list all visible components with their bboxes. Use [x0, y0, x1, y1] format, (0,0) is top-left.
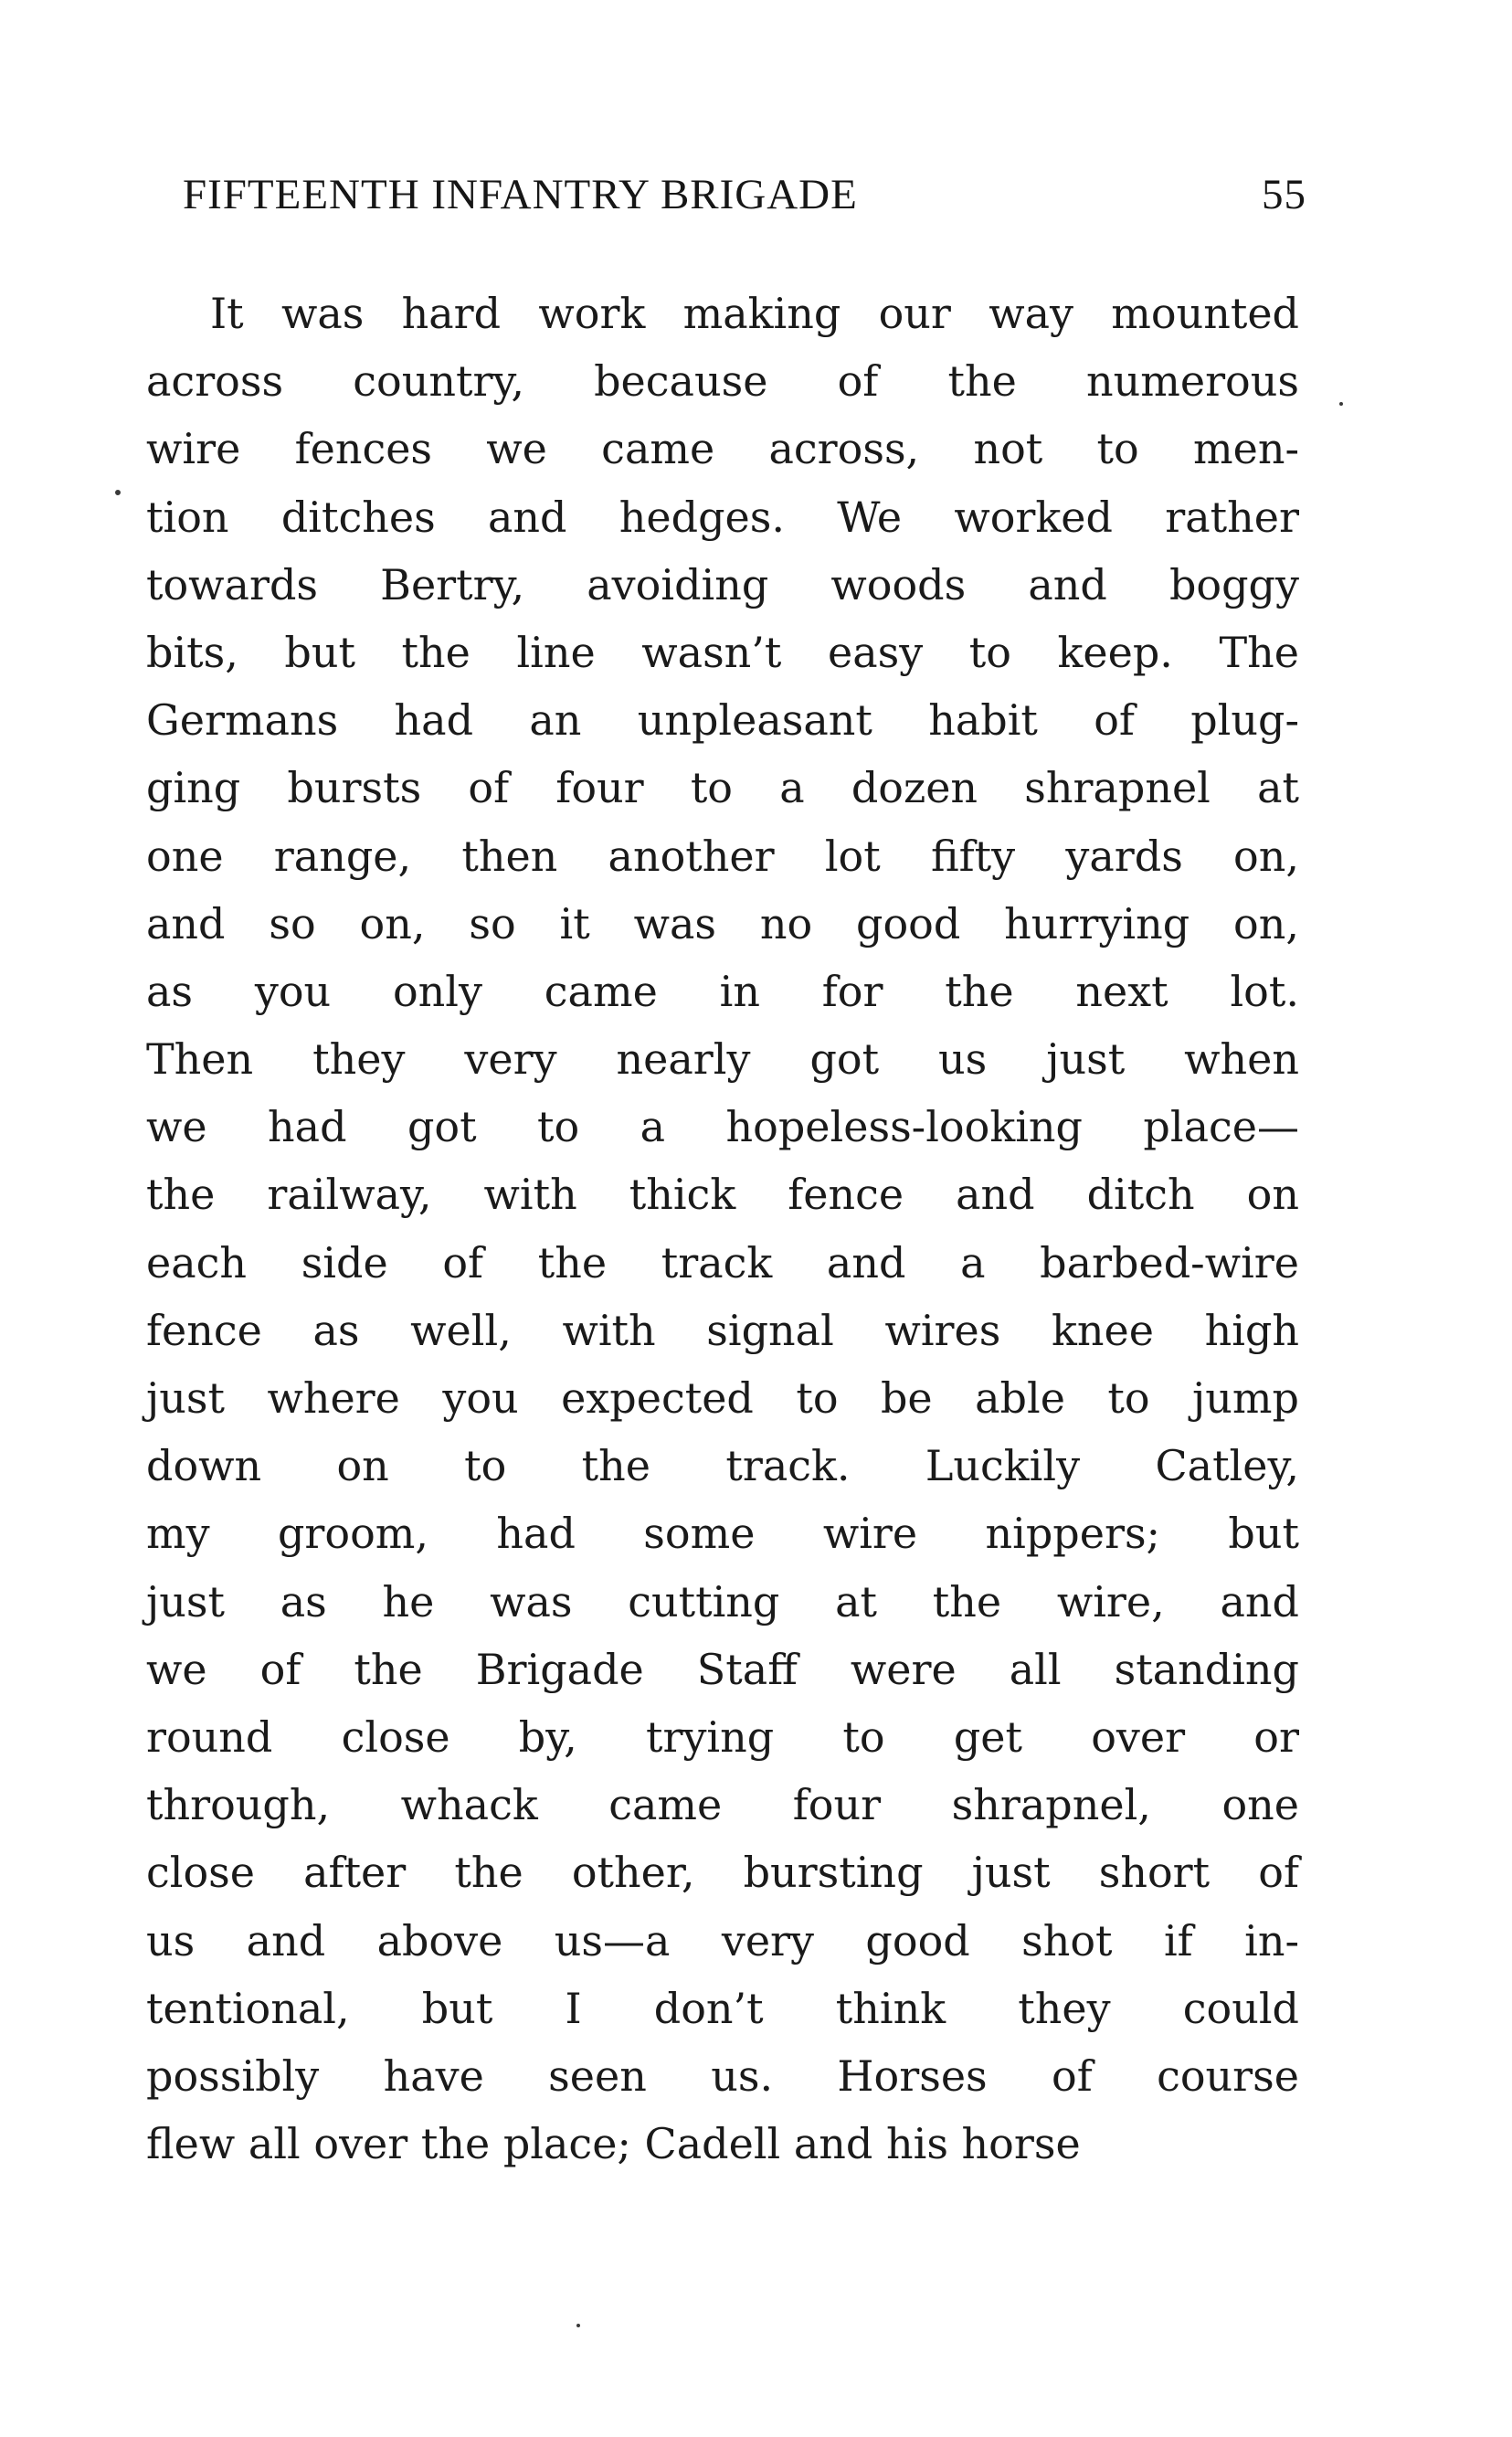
text-line: towards Bertry, avoiding woods and boggy: [146, 559, 1299, 609]
body-text: [146, 280, 1299, 2177]
text-line: fence as well, with signal wires knee high: [146, 1305, 1299, 1355]
text-line: each side of the track and a barbed-wire: [146, 1237, 1299, 1287]
running-head-title: FIFTEENTH INFANTRY BRIGADE: [183, 171, 858, 218]
scan-speck: [1339, 402, 1343, 406]
text-line: my groom, had some wire nippers; but: [146, 1509, 1299, 1559]
text-line: just where you expected to be able to jump: [146, 1373, 1299, 1423]
text-line: Then they very nearly got us just when: [146, 1034, 1299, 1085]
text-line: through, whack came four shrapnel, one: [146, 1780, 1299, 1830]
text-line: across country, because of the numerous: [146, 356, 1299, 407]
text-line: as you only came in for the next lot.: [146, 966, 1299, 1016]
text-line: we of the Brigade Staff were all standing: [146, 1644, 1299, 1694]
page-number: 55: [1262, 171, 1306, 218]
text-line: flew all over the place; Cadell and his horse: [146, 2119, 1081, 2169]
text-line: close after the other, bursting just short of: [146, 1848, 1299, 1898]
text-line: the railway, with thick fence and ditch on: [146, 1170, 1299, 1220]
text-line: possibly have seen us. Horses of course: [146, 2050, 1299, 2101]
text-line: tentional, but I don’t think they could: [146, 1983, 1299, 2033]
text-line: just as he was cutting at the wire, and: [146, 1576, 1299, 1626]
text-line: tion ditches and hedges. We worked rather: [146, 492, 1299, 542]
running-head: [183, 170, 1306, 234]
text-line: and so on, so it was no good hurrying on,: [146, 898, 1299, 948]
text-line: ging bursts of four to a dozen shrapnel at: [146, 763, 1299, 813]
text-line: we had got to a hopeless-looking place—: [146, 1102, 1299, 1152]
scan-speck: [115, 490, 121, 495]
text-line: It was hard work making our way mounted: [210, 289, 1299, 338]
scan-speck: [576, 2324, 580, 2327]
text-line: wire fences we came across, not to men-: [146, 424, 1299, 474]
text-line: us and above us—a very good shot if in-: [146, 1915, 1299, 1965]
text-line: one range, then another lot fifty yards on,: [146, 831, 1299, 881]
text-line: down on to the track. Luckily Catley,: [146, 1441, 1299, 1491]
text-line: bits, but the line wasn’t easy to keep. The: [146, 627, 1299, 677]
text-line: Germans had an unpleasant habit of plug-: [146, 695, 1299, 746]
text-line: round close by, trying to get over or: [146, 1711, 1299, 1762]
